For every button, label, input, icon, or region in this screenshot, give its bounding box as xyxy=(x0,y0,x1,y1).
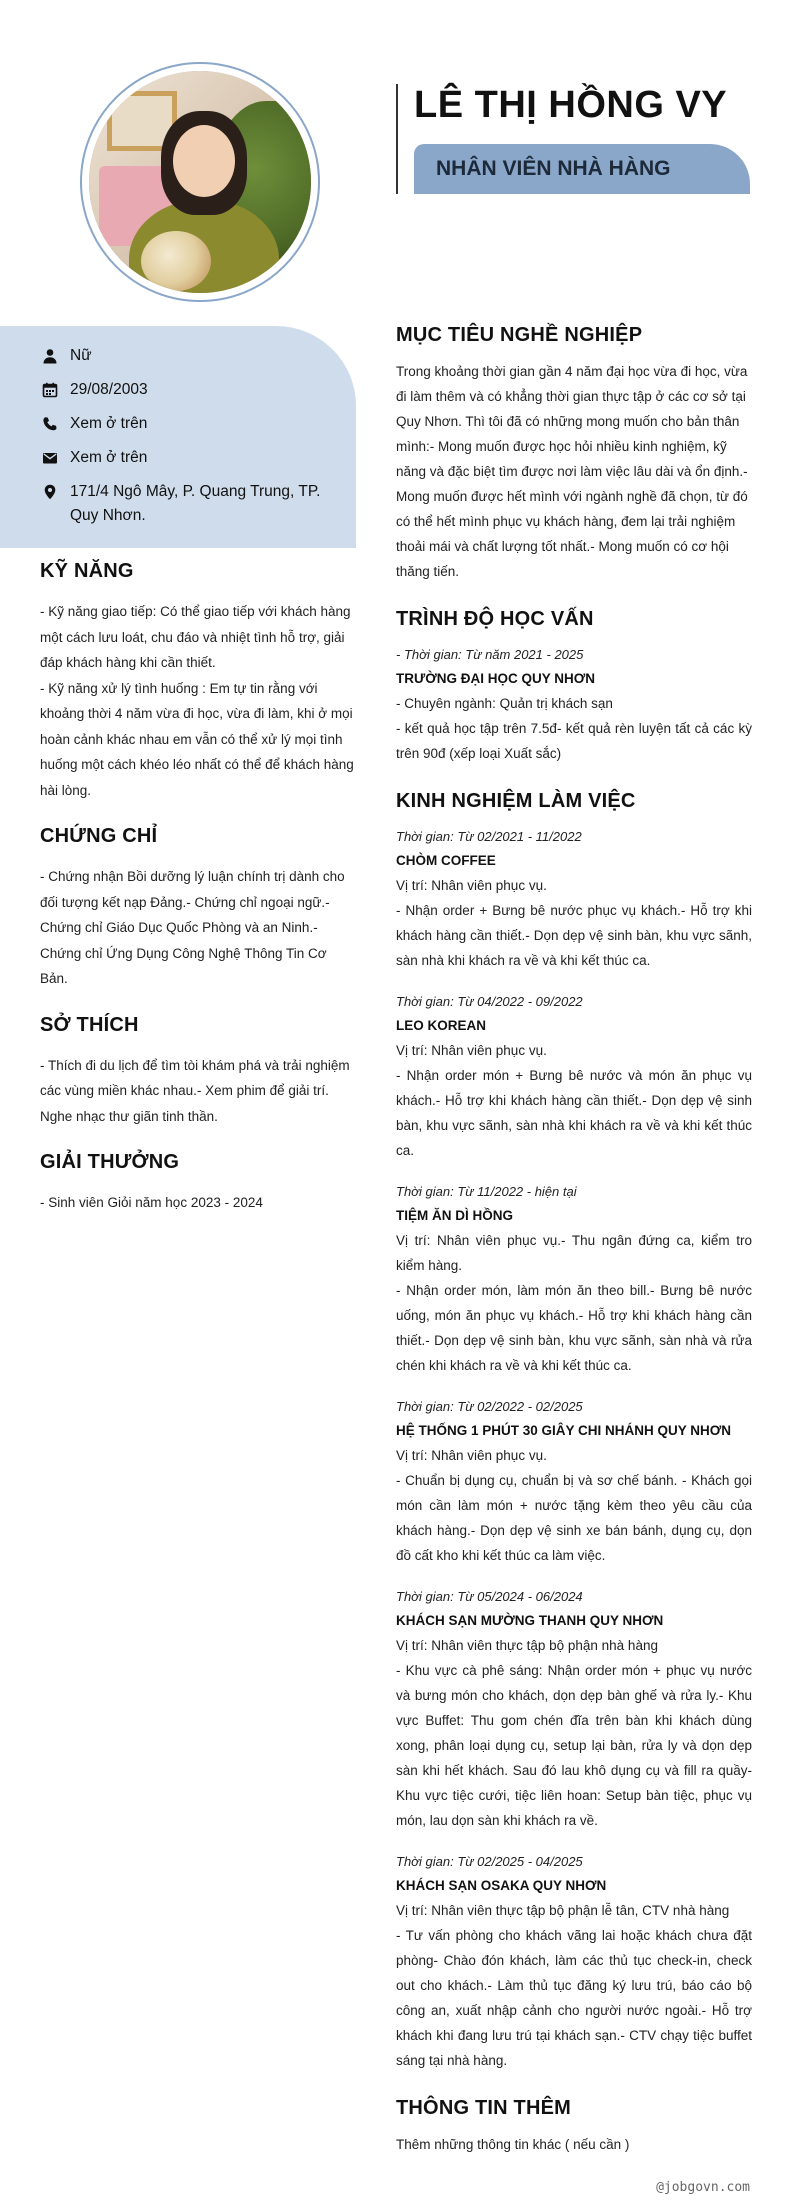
contact-address xyxy=(42,480,356,528)
contact-birthday xyxy=(42,378,356,402)
experience-section xyxy=(396,790,752,2073)
email-value: Xem ở trên xyxy=(70,449,148,466)
skills-section xyxy=(40,560,356,803)
experience-period: Thời gian: Từ 02/2025 - 04/2025 xyxy=(396,1854,583,1869)
experience-period: Thời gian: Từ 11/2022 - hiện tại xyxy=(396,1184,577,1199)
hobbies-title: SỞ THÍCH xyxy=(40,1013,139,1036)
phone-icon xyxy=(42,412,70,436)
awards-title: GIẢI THƯỞNG xyxy=(40,1151,180,1173)
experience-line: Vị trí: Nhân viên thực tập bộ phận lễ tân, CTV nhà hàng xyxy=(396,1903,730,1918)
profile-photo-image xyxy=(89,71,311,293)
candidate-name: LÊ THỊ HỒNG VY xyxy=(414,84,728,126)
experience-entry xyxy=(396,1395,752,1568)
objective-section xyxy=(396,324,752,584)
contact-panel xyxy=(0,326,356,548)
experience-entry xyxy=(396,1850,752,2073)
more-info-section xyxy=(396,2097,752,2157)
experience-line: Vị trí: Nhân viên phục vụ. xyxy=(396,1448,547,1463)
hobbies-section xyxy=(40,1014,356,1130)
experience-line: - Chuẩn bị dụng cụ, chuẩn bị và sơ chế bánh. - Khách gọi món cần làm món + nước tặng kèm theo yêu cầu của khách hàng.- Dọn dẹp vệ sinh xe bán bánh, dụng cụ, dọn đồ cất kho khi kết thúc ca làm việc. xyxy=(396,1473,752,1563)
experience-org: KHÁCH SẠN OSAKA QUY NHƠN xyxy=(396,1878,607,1893)
job-title-badge xyxy=(414,144,750,194)
education-section xyxy=(396,608,752,766)
experience-line: Vị trí: Nhân viên phục vụ. xyxy=(396,1043,547,1058)
address-value: 171/4 Ngô Mây, P. Quang Trung, TP. Quy Nhơn. xyxy=(70,483,321,524)
experience-org: HỆ THỐNG 1 PHÚT 30 GIÂY CHI NHÁNH QUY NHƠN xyxy=(396,1423,732,1438)
experience-entry xyxy=(396,825,752,973)
experience-entry xyxy=(396,1180,752,1378)
skill-line: - Kỹ năng xử lý tình huống : Em tự tin rằng với khoảng thời 4 năm vừa đi học, vừa đi làm, khi ở mọi hoàn cảnh khác nhau em vẫn có thể xử lý mọi tình huống một cách khéo léo nhất có thể để khách hàng hài lòng. xyxy=(40,680,354,798)
skill-line: - Kỹ năng giao tiếp: Có thể giao tiếp với khách hàng một cách lưu loát, chu đáo và nhiệt tình hỗ trợ, giải đáp khách hàng khi cần thiết. xyxy=(40,604,351,670)
location-pin-icon xyxy=(42,480,70,504)
experience-period: Thời gian: Từ 02/2022 - 02/2025 xyxy=(396,1399,583,1414)
watermark: @jobgovn.com xyxy=(656,2180,750,2195)
education-period: - Thời gian: Từ năm 2021 - 2025 xyxy=(396,647,584,662)
name-divider xyxy=(396,84,398,194)
contact-phone xyxy=(42,412,356,436)
education-school: TRƯỜNG ĐẠI HỌC QUY NHƠN xyxy=(396,671,595,686)
email-icon xyxy=(42,446,70,470)
experience-line: - Khu vực cà phê sáng: Nhận order món + phục vụ nước và bưng món cho khách, dọn dẹp bàn ghế và rửa ly.- Khu vực Buffet: Thu gom chén đĩa trên bàn khi khách dùng xong, phân loại dụng cụ, setup lại bàn, rửa ly và dọn dẹp sàn khi hết khách. Sau đó lau khô dụng cụ và fill ra quầy- Khu vực tiệc cưới, tiệc liên hoan: Setup bàn tiệc, phục vụ món, lau dọn sàn khi khách ra về. xyxy=(396,1663,752,1828)
calendar-icon xyxy=(42,378,70,402)
experience-entry xyxy=(396,1585,752,1833)
experience-period: Thời gian: Từ 05/2024 - 06/2024 xyxy=(396,1589,583,1604)
right-column xyxy=(396,324,752,2181)
experience-org: TIỆM ĂN DÌ HỒNG xyxy=(396,1208,513,1223)
experience-line: Vị trí: Nhân viên thực tập bộ phận nhà hàng xyxy=(396,1638,658,1653)
objective-title: MỤC TIÊU NGHỀ NGHIỆP xyxy=(396,324,643,346)
skills-title: KỸ NĂNG xyxy=(40,560,134,582)
profile-photo xyxy=(80,62,320,302)
education-major: - Chuyên ngành: Quản trị khách sạn xyxy=(396,696,613,711)
contact-email xyxy=(42,446,356,470)
certificates-text: - Chứng nhận Bồi dưỡng lý luận chính trị dành cho đối tượng kết nạp Đảng.- Chứng chỉ ngoại ngữ.- Chứng chỉ Giáo Dục Quốc Phòng và an Ninh.- Chứng chỉ Ứng Dụng Công Nghệ Thông Tin Cơ Bản. xyxy=(40,869,345,986)
more-info-title: THÔNG TIN THÊM xyxy=(396,2097,572,2119)
education-result: - kết quả học tập trên 7.5đ- kết quả rèn luyện tất cả các kỳ trên 90đ (xếp loại Xuất sắc) xyxy=(396,721,752,761)
experience-line: Vị trí: Nhân viên phục vụ.- Thu ngân đứng ca, kiểm tro kiểm hàng. xyxy=(396,1233,752,1273)
experience-period: Thời gian: Từ 04/2022 - 09/2022 xyxy=(396,994,583,1009)
left-column xyxy=(40,560,356,1238)
education-entry xyxy=(396,643,752,766)
experience-period: Thời gian: Từ 02/2021 - 11/2022 xyxy=(396,829,582,844)
experience-line: - Nhận order món + Bưng bê nước và món ăn phục vụ khách.- Hỗ trợ khi khách hàng cần thiết.- Dọn dẹp vệ sinh bàn, khu vực sãnh, sàn nhà khi khách ra về và khi kết thúc ca. xyxy=(396,1068,752,1158)
phone-value: Xem ở trên xyxy=(70,415,148,432)
objective-text: Trong khoảng thời gian gần 4 năm đại học vừa đi học, vừa đi làm thêm và có khẳng thời gian thực tập ở các cơ sở tại Quy Nhơn. Thì tôi đã có những mong muốn cho bản thân mình:- Mong muốn được học hỏi nhiều kinh nghiệm, kỹ năng và đặc biệt tìm được nơi làm việc lâu dài và ổn định.- Mong muốn được hết mình với ngành nghề đã chọn, từ đó có thể hết mình phục vụ khách hàng, đem lại trải nghiệm thoải mái và chất lượng tốt nhất.- Mong muốn có cơ hội thăng tiến. xyxy=(396,364,748,579)
certificates-section xyxy=(40,825,356,992)
certificates-title: CHỨNG CHỈ xyxy=(40,825,158,847)
gender-value: Nữ xyxy=(70,347,92,364)
job-title-text: NHÂN VIÊN NHÀ HÀNG xyxy=(436,157,671,180)
awards-text: - Sinh viên Giỏi năm học 2023 - 2024 xyxy=(40,1195,263,1210)
experience-org: KHÁCH SẠN MƯỜNG THANH QUY NHƠN xyxy=(396,1613,664,1628)
experience-entry xyxy=(396,990,752,1163)
more-info-text: Thêm những thông tin khác ( nếu cần ) xyxy=(396,2137,630,2152)
experience-title: KINH NGHIỆM LÀM VIỆC xyxy=(396,790,636,812)
experience-org: LEO KOREAN xyxy=(396,1018,487,1033)
person-icon xyxy=(42,344,70,368)
education-title: TRÌNH ĐỘ HỌC VẤN xyxy=(396,608,594,630)
experience-line: Vị trí: Nhân viên phục vụ. xyxy=(396,878,547,893)
contact-gender xyxy=(42,344,356,368)
hobbies-text: - Thích đi du lịch để tìm tòi khám phá và trải nghiệm các vùng miền khác nhau.- Xem phim để giải trí. Nghe nhạc thư giãn tinh thần. xyxy=(40,1057,350,1124)
experience-line: - Tư vấn phòng cho khách vãng lai hoặc khách chưa đặt phòng- Chào đón khách, làm các thủ tục check-in, check out cho khách.- Làm thủ tục đăng ký lưu trú, báo cáo bộ công an, xuất nhập cảnh cho người nước ngoài.- Hỗ trợ khách khi đang lưu trú tại khách sạn.- CTV chạy tiệc buffet sáng tại nhà hàng. xyxy=(396,1928,752,2068)
experience-line: - Nhận order món, làm món ăn theo bill.- Bưng bê nước uống, món ăn phục vụ khách.- Hỗ trợ khi khách hàng cần thiết.- Dọn dẹp vệ sinh bàn, khu vực sãnh, sàn nhà và rửa chén khi khách ra về và khi kết thúc ca. xyxy=(396,1283,752,1373)
awards-section xyxy=(40,1151,356,1216)
experience-org: CHÒM COFFEE xyxy=(396,853,496,868)
birthday-value: 29/08/2003 xyxy=(70,381,148,398)
experience-line: - Nhận order + Bưng bê nước phục vụ khách.- Hỗ trợ khi khách hàng cần thiết.- Dọn dẹp vệ sinh bàn, khu vực sãnh, sàn nhà khi khách ra về và khi kết thúc ca. xyxy=(396,903,752,968)
